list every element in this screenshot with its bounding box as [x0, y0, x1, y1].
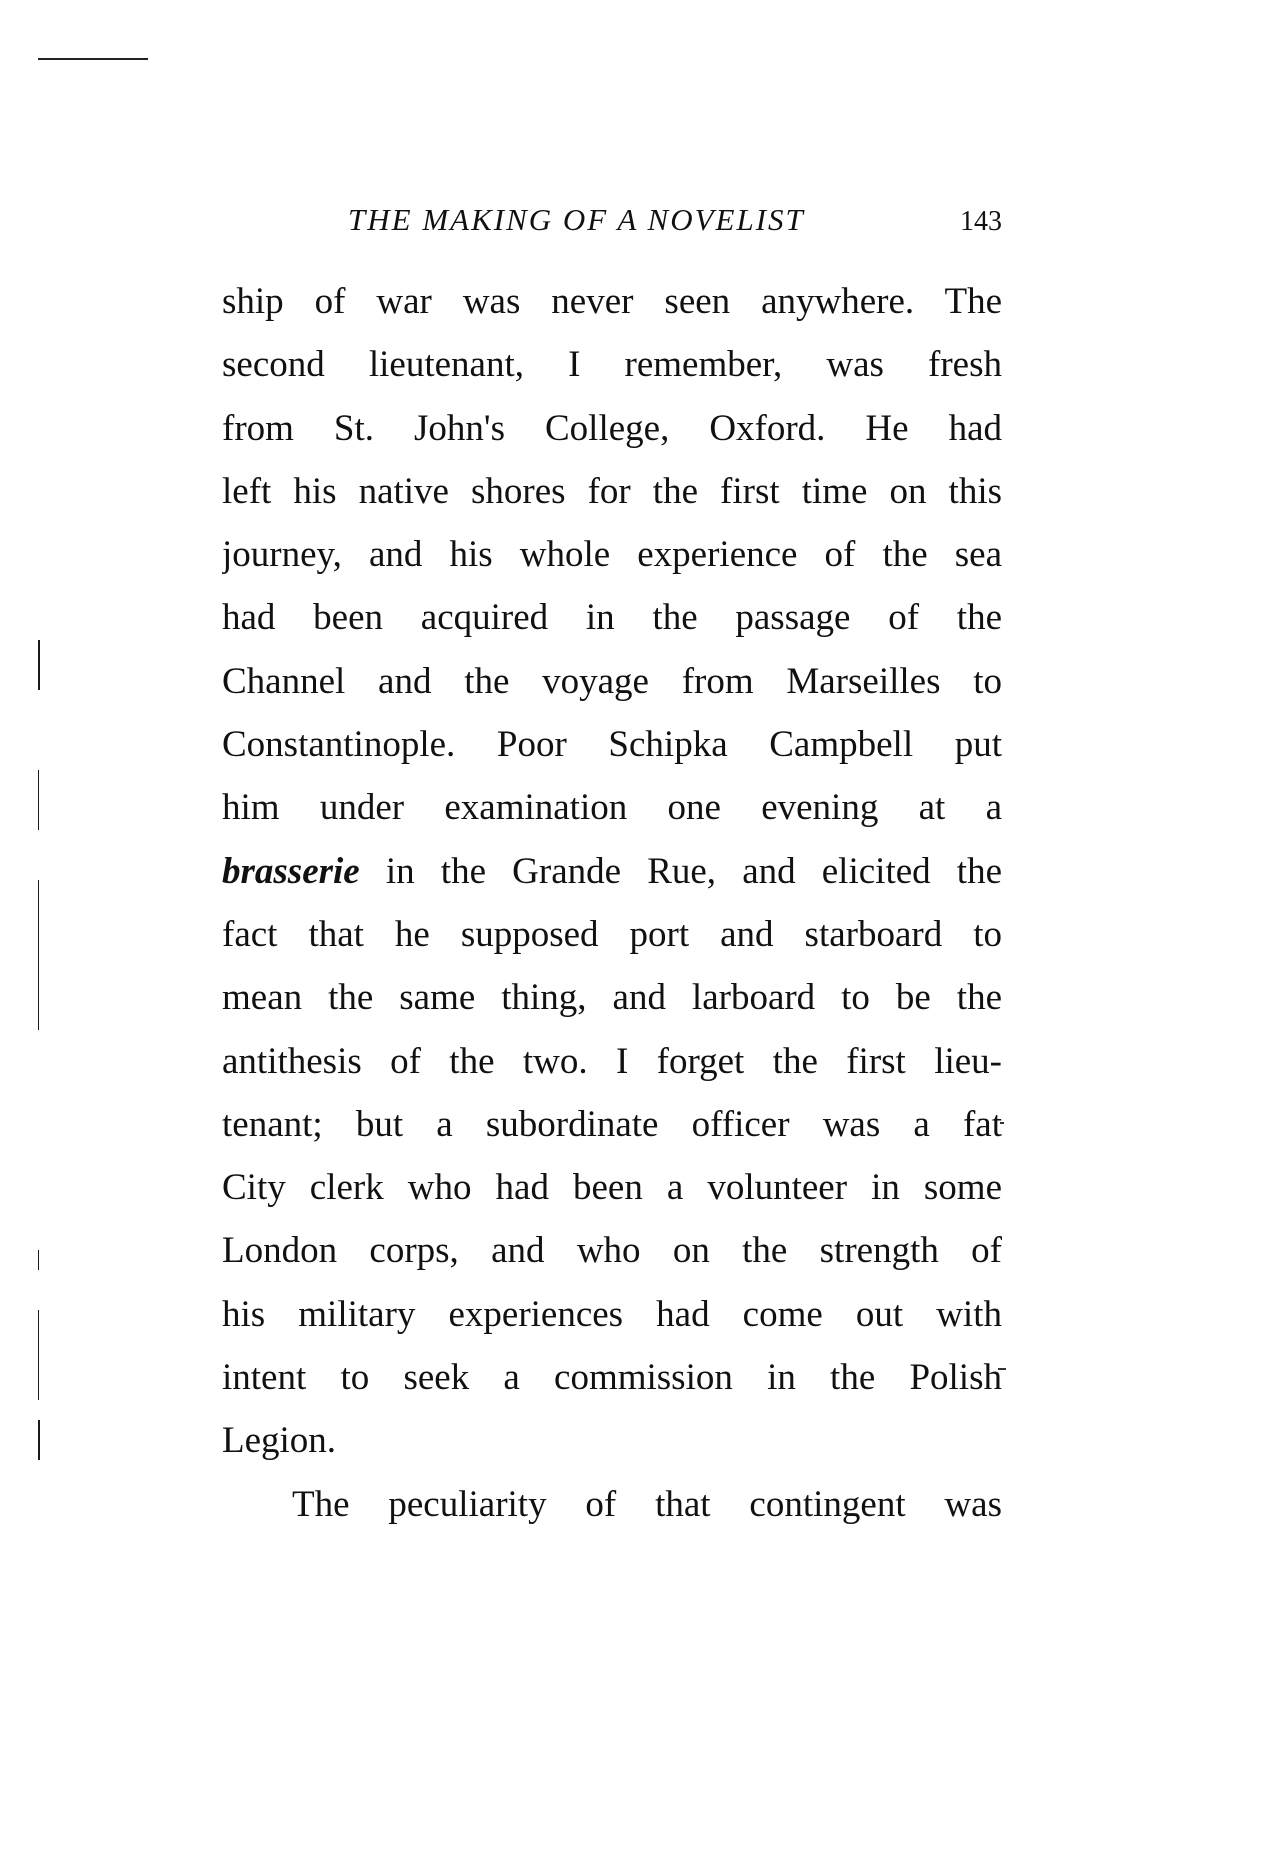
text-line: Constantinople. Poor Schipka Campbell put	[222, 724, 1002, 766]
scan-artifact-edge-line	[38, 1310, 39, 1400]
text-line: tenant; but a subordinate officer was a fat	[222, 1103, 1002, 1145]
text-line: left his native shores for the first time on this	[222, 470, 1002, 512]
text-line: journey, and his whole experience of the sea	[222, 534, 1002, 576]
text-line-rest: in the Grande Rue, and elicited the	[359, 850, 1002, 892]
text-line: fact that he supposed port and starboard to	[222, 913, 1002, 955]
text-line: mean the same thing, and larboard to be the	[222, 977, 1002, 1019]
text-line: his military experiences had come out with	[222, 1293, 1002, 1335]
body-text	[222, 270, 1002, 1536]
page-number: 143	[960, 206, 1002, 237]
scan-artifact-edge-line	[38, 770, 39, 830]
text-line: Legion.	[222, 1420, 337, 1462]
scan-artifact-edge-line	[38, 640, 40, 690]
text-line	[222, 840, 1002, 903]
text-line: second lieutenant, I remember, was fresh	[222, 344, 1002, 386]
text-line: from St. John's College, Oxford. He had	[222, 407, 1002, 449]
running-header	[222, 200, 1002, 240]
text-line: him under examination one evening at a	[222, 787, 1002, 829]
text-line: antithesis of the two. I forget the first lieu-	[222, 1040, 1002, 1082]
text-line: intent to seek a commission in the Polish	[222, 1357, 1002, 1399]
text-line: had been acquired in the passage of the	[222, 597, 1002, 639]
text-line: ship of war was never seen anywhere. The	[222, 281, 1002, 322]
text-line-paragraph-start: The peculiarity of that contingent was	[292, 1483, 1002, 1525]
scan-artifact-edge-line	[38, 1420, 40, 1460]
running-title: THE MAKING OF A NOVELIST	[348, 202, 805, 237]
text-line: Channel and the voyage from Marseilles to	[222, 660, 1002, 702]
italic-word: brasserie	[222, 850, 360, 892]
text-line: City clerk who had been a volunteer in some	[222, 1167, 1002, 1209]
scan-artifact-edge-line	[38, 880, 39, 1030]
text-line: London corps, and who on the strength of	[222, 1230, 1002, 1272]
scan-artifact-rule	[38, 58, 148, 60]
scan-artifact-edge-line	[38, 1250, 39, 1270]
